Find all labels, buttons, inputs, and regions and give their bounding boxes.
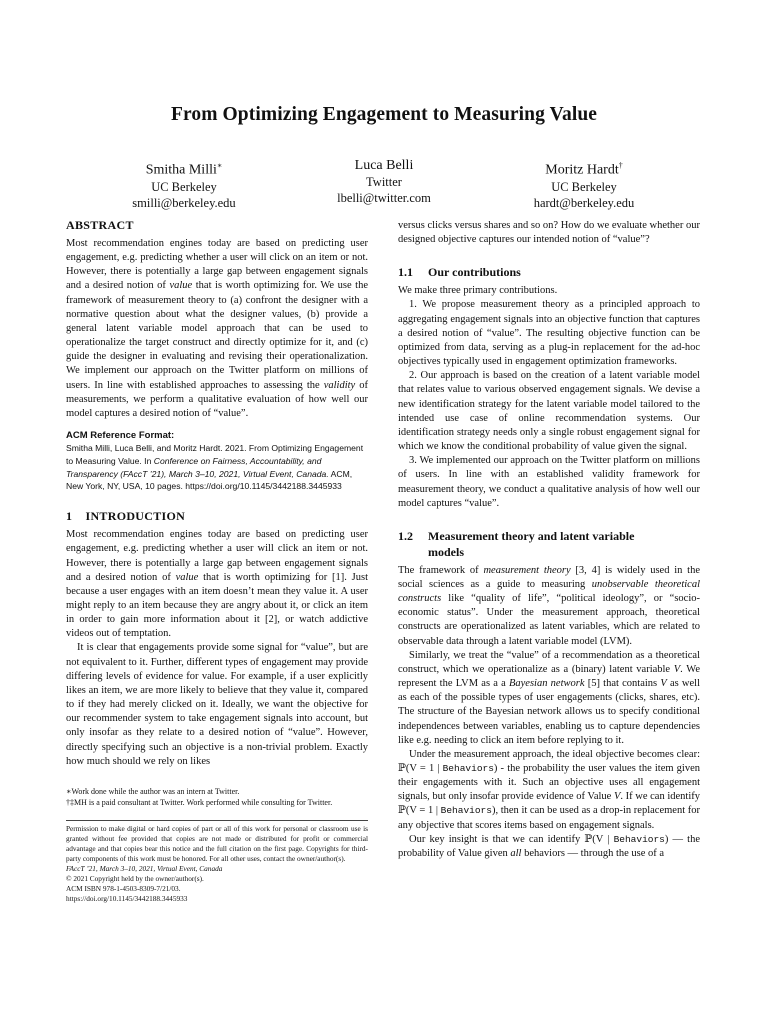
author-affiliation: Twitter — [366, 175, 402, 189]
permission-text: Permission to make digital or hard copies of part or all of this work for personal or classroom use is granted without fee provided that copies are not made or distributed for profit or commercial advantage and that copies bear this notice and the full citation on the first page. Copyrights for third-party components of this work must be honored. For all other uses, contact the owner/author(s). — [66, 824, 368, 863]
contribution-item-1: 1. We propose measurement theory as a principled approach to aggregating engagement signals into an objective function that captures a desired notion of “value”. The resulting objective function can be optimized from data, serving as a plug-in replacement for the ad-hoc objectives typically used in engagement optimization frameworks. — [398, 299, 700, 368]
contributions-heading: 1.1 Our contributions — [398, 265, 521, 280]
intro-heading: 1 INTRODUCTION — [66, 509, 186, 524]
permission-doi[interactable]: https://doi.org/10.1145/3442188.3445933 — [66, 894, 188, 903]
author-email[interactable]: hardt@berkeley.edu — [533, 195, 635, 210]
author-affiliation: UC Berkeley — [151, 179, 217, 194]
author-name: Smitha Milli — [145, 162, 217, 178]
permission-copyright: © 2021 Copyright held by the owner/author(s). — [66, 874, 204, 883]
contribution-item-2: 2. Our approach is based on the creation of a latent variable model that relates value to various observed engagement signals. We devise a new identification strategy for the latent variable model tailored to the intended use case of online recommendation systems. Our identification strategy needs only a single robust engagement signal for which we know the conditional probability of value given the signal. — [398, 370, 700, 453]
measurement-paragraph-1: The framework of measurement theory [3, 4] is widely used in the social sciences as a guide to measuring unobservable theoretical constructs like “quality of life”, “political ideology”, or “socio-economic status”. Under the measurement approach, theoretical constructs are operationalized as latent variables, which are related to observable data through a latent variable model (LVM). — [398, 564, 700, 647]
abstract-text: Most recommendation engines today are based on predicting user engagement, e.g. predicting whether a user will click on an item or not. However, there is potentially a large gap between engagement signals and a desired notion of value that is worth optimizing for. We use the framework of measurement theory to (a) confront the designer with a normative question about what the designer values, (b) provide a general latent variable model approach that can be used to operationalize the target construct and directly optimize for it, and (c) guide the designer in evaluating and revising their operationalization. We implement our approach on the Twitter platform on millions of users. In line with established approaches to assessing the validity of measurements, we perform a qualitative evaluation of how well our model captures a desired notion of “value”. — [66, 238, 368, 419]
author-email[interactable]: lbelli@twitter.com — [337, 191, 431, 205]
footnotes — [66, 786, 368, 808]
author-2 — [284, 158, 484, 206]
measurement-heading: 1.2 Measurement theory and latent variable models — [398, 528, 635, 559]
author-mark: † — [618, 161, 623, 170]
author-mark: ∗ — [216, 161, 223, 170]
footnote-1: ∗Work done while the author was an intern at Twitter. — [66, 787, 240, 796]
author-name: Moritz Hardt — [545, 162, 619, 178]
abstract-heading: ABSTRACT — [66, 218, 134, 232]
intro-paragraph-2-continued: versus clicks versus shares and so on? How do we evaluate whether our designed objective captures our intended notion of “value”? — [398, 220, 700, 246]
contributions-lead: We make three primary contributions. — [398, 285, 558, 297]
right-column — [398, 219, 700, 861]
acm-reference: Smitha Milli, Luca Belli, and Moritz Hardt. 2021. From Optimizing Engagement to Measuring Value. In Conference on Fairness, Accountability, and Transparency (FAccT ’21), March 3–10, 2021, Virtual Event, Canada. ACM, New York, NY, USA, 10 pages. https://doi.org/10.1145/3442188.3445933 — [66, 443, 364, 492]
contribution-item-3: 3. We implemented our approach on the Twitter platform on millions of users. In line with an established validity framework for measurement theory, we conduct a qualitative analysis of how well our model captures “value”. — [398, 455, 700, 509]
permission-isbn: ACM ISBN 978-1-4503-8309-7/21/03. — [66, 884, 181, 893]
left-column — [66, 218, 368, 769]
intro-paragraph-2: It is clear that engagements provide some signal for “value”, but are not equivalent to it. Further, different types of engagement may provide differing levels of evidence for value. For example, if a user explicitly likes an item, we are more likely to believe that they value it, compared to if they had merely clicked on it. Ideally, we want the objective for our recommender system to take engagement signals into account, but only insofar as they relate to a desired notion of “value”. However, directly specifying such an objective is a non-trivial problem. Exactly how much should we rely on likes — [66, 642, 368, 767]
author-affiliation: UC Berkeley — [551, 179, 617, 194]
permission-venue: FAccT ’21, March 3–10, 2021, Virtual Event, Canada — [66, 864, 223, 873]
intro-paragraph-1: Most recommendation engines today are based on predicting user engagement, e.g. predicting whether a user will click an item or not. However, there is potentially a large gap between engagement signals and a desired notion of value that is worth optimizing for [1]. Just because a user engages with an item doesn’t mean they value it. A user might reply to an item because they are angry about it, or click an item in order to gain more information about it [2], or watch addictive videos out of temptation. — [66, 529, 368, 640]
paper-title: From Optimizing Engagement to Measuring Value — [170, 104, 598, 125]
author-email[interactable]: smilli@berkeley.edu — [132, 195, 236, 210]
measurement-paragraph-3: Under the measurement approach, the ideal objective becomes clear: ℙ(V = 1 | Behaviors) - the probability the user values the item given their engagements with it. Such an objective uses all engagement signals, but only insofar provide evidence of Value V. If we can identify ℙ(V = 1 | Behaviors), then it can be used as a drop-in replacement for any objective that scores items based on engagement signals. — [398, 748, 700, 831]
permission-block — [66, 820, 368, 904]
measurement-paragraph-2: Similarly, we treat the “value” of a recommendation as a theoretical construct, which we operationalize as a (binary) latent variable V. We represent the LVM as a a Bayesian network [5] that contains V as well as each of the possible types of user engagements (clicks, shares, etc). The structure of the Bayesian network allows us to specify conditional independences between variables, enabling us to capture dependencies like e.g. needing to click an item before replying to it. — [398, 649, 700, 746]
author-name: Luca Belli — [354, 158, 414, 173]
acm-reference-heading: ACM Reference Format: — [66, 430, 175, 442]
author-1 — [84, 158, 284, 211]
measurement-paragraph-4: Our key insight is that we can identify ℙ(V | Behaviors) — the probability of Value given all behaviors — through the use of a — [398, 833, 700, 859]
footnote-2: †‡MH is a paid consultant at Twitter. Work performed while consulting for Twitter. — [66, 798, 333, 807]
author-3 — [484, 158, 684, 211]
